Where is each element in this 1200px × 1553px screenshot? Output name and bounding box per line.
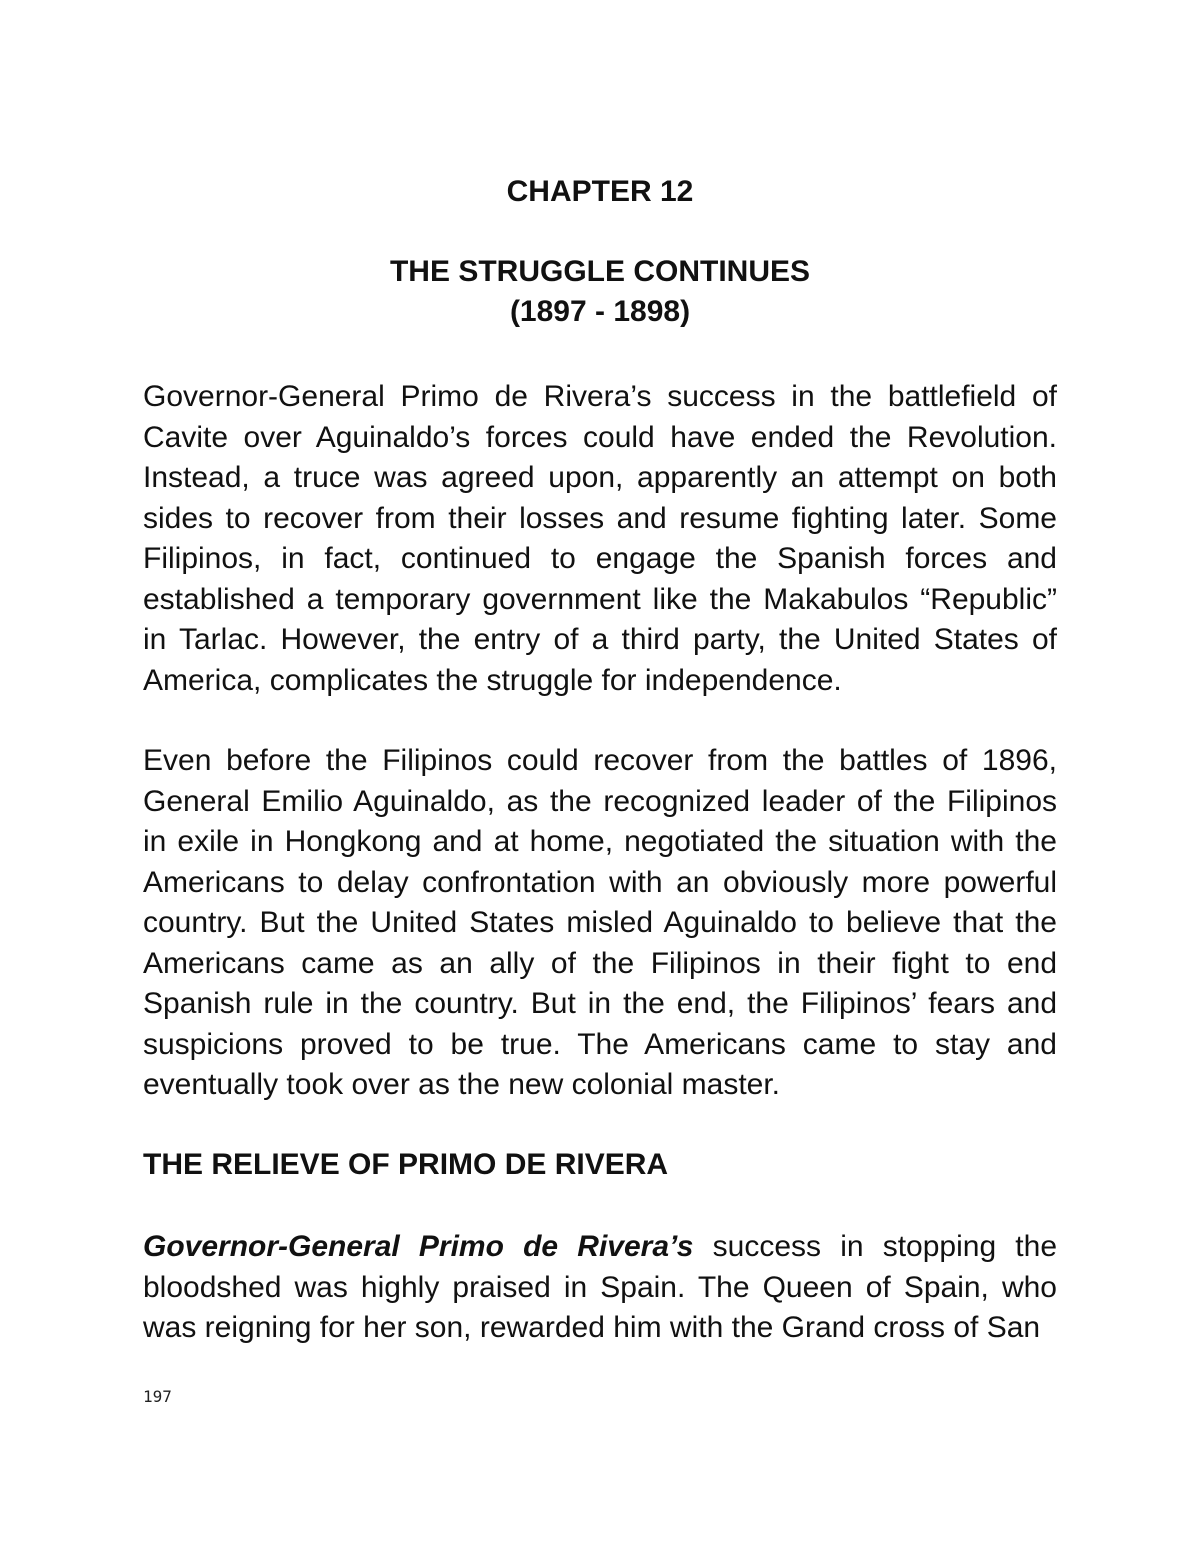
paragraph-background: Even before the Filipinos could recover from the battles of 1896, General Emilio Aguinaldo, as the recognized leader of the Filipinos in exile in Hongkong and at home, negotiated the situation with the Americans to delay confrontation with an obviously more powerful country. But the United States misled Aguinaldo to believe that the Americans came as an ally of the Filipinos in their fight to end Spanish rule in the country. But in the end, the Filipinos’ fears and suspicions proved to be true. The Americans came to stay and eventually took over as the new colonial master.: [143, 744, 1057, 1101]
section-lead-text: success in stopping the bloodshed was highly praised in Spain. The Queen of Spain, who was reigning for her son, rewarded him with the Grand cross of San: [143, 1230, 1058, 1344]
chapter-years: (1897 - 1898): [509, 295, 691, 328]
emphasized-name: Governor-General Primo de Rivera’s: [143, 1230, 694, 1263]
section-heading: THE RELIEVE OF PRIMO DE RIVERA: [143, 1148, 669, 1181]
paragraph-section-lead: [143, 1227, 1057, 1349]
chapter-number: CHAPTER 12: [506, 175, 694, 208]
paragraph-intro: Governor-General Primo de Rivera’s success in the battlefield of Cavite over Aguinaldo’s forces could have ended the Revolution. Instead, a truce was agreed upon, apparently an attempt on both sides to recover from their losses and resume fighting later. Some Filipinos, in fact, continued to engage the Spanish forces and established a temporary government like the Makabulos “Republic” in Tarlac. However, the entry of a third party, the United States of America, complicates the struggle for independence.: [143, 380, 1057, 697]
chapter-title-text: THE STRUGGLE CONTINUES: [389, 255, 810, 288]
chapter-title: [0, 252, 1200, 332]
page-number: 197: [143, 1387, 172, 1406]
